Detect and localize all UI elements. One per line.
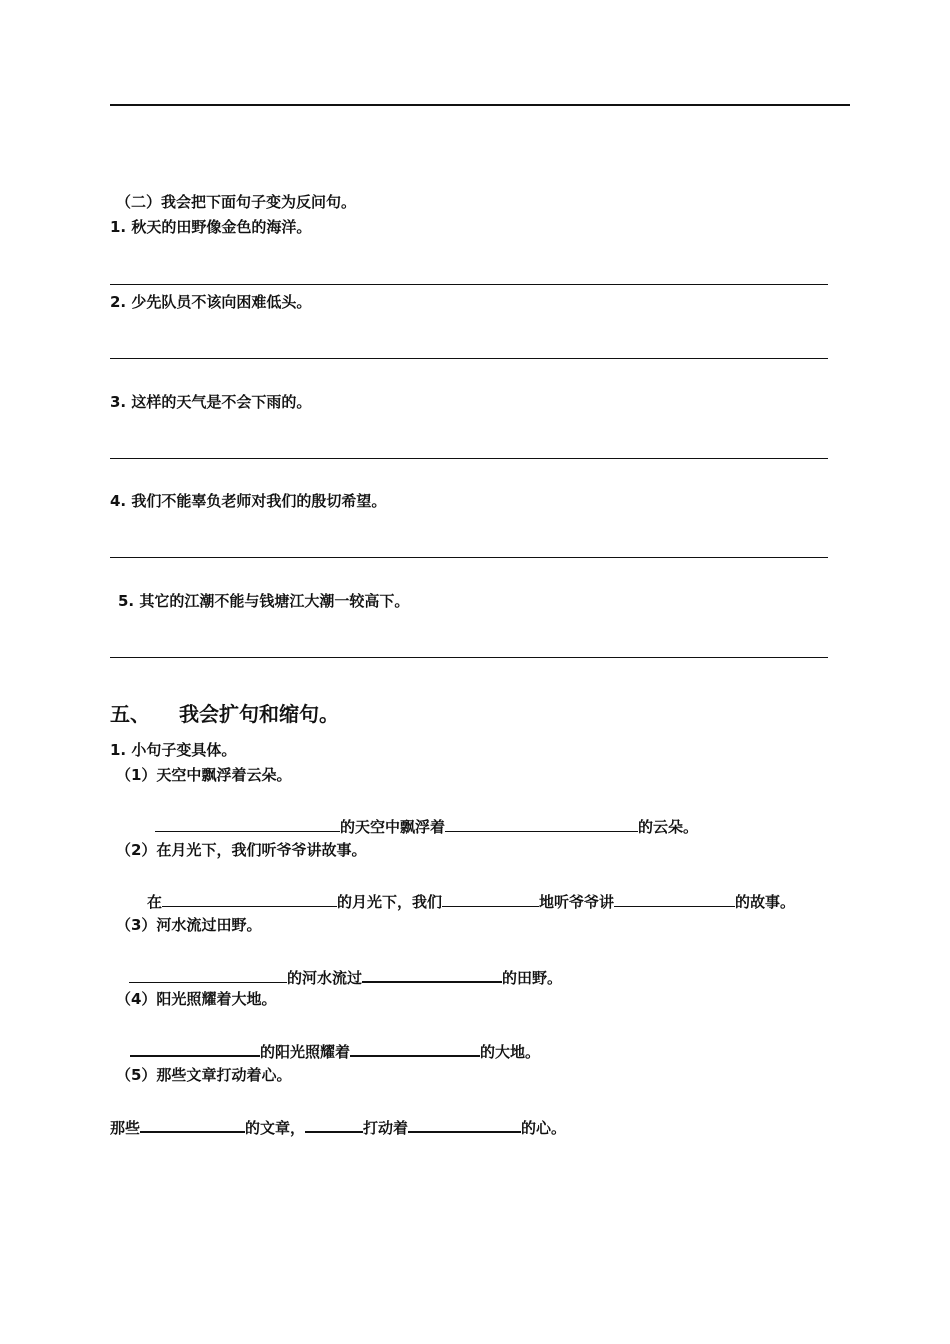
fill-blank[interactable] <box>155 815 340 832</box>
top-rule <box>110 104 850 106</box>
answer-line-2[interactable] <box>110 358 828 359</box>
fill-blank[interactable] <box>129 966 287 983</box>
fill-text: 在 <box>147 893 163 911</box>
fill-text: 的河水流过 <box>287 969 363 987</box>
section-five-title: 我会扩句和缩句。 <box>179 702 339 726</box>
fill-blank[interactable] <box>442 890 539 907</box>
fill-blank[interactable] <box>408 1115 521 1133</box>
expand-prompt-5: （5）那些文章打动着心。 <box>116 1066 292 1084</box>
fill-text: 的云朵。 <box>638 818 699 836</box>
section-b-title: （二）我会把下面句子变为反问句。 <box>116 193 357 211</box>
expand-prompt-2: （2）在月光下，我们听爷爷讲故事。 <box>116 841 367 859</box>
fill-text: 打动着 <box>363 1119 409 1137</box>
question-5: 5. 其它的江潮不能与钱塘江大潮一较高下。 <box>118 592 410 610</box>
fill-text: 的故事。 <box>735 893 796 911</box>
fill-blank[interactable] <box>445 815 638 832</box>
fill-text: 的田野。 <box>502 969 563 987</box>
expand-prompt-4: （4）阳光照耀着大地。 <box>116 990 277 1008</box>
fill-blank[interactable] <box>614 890 735 907</box>
fill-blank[interactable] <box>130 1039 260 1057</box>
section-five-subtitle: 1. 小句子变具体。 <box>110 741 237 759</box>
question-3: 3. 这样的天气是不会下雨的。 <box>110 393 312 411</box>
expand-prompt-3: （3）河水流过田野。 <box>116 916 262 934</box>
expand-answer-3 <box>129 965 562 988</box>
fill-blank[interactable] <box>350 1039 480 1057</box>
expand-answer-2 <box>147 890 795 912</box>
question-2: 2. 少先队员不该向困难低头。 <box>110 293 312 311</box>
fill-text: 的大地。 <box>480 1043 541 1061</box>
fill-text: 的文章， <box>245 1119 306 1137</box>
expand-answer-1 <box>155 815 698 837</box>
answer-line-1[interactable] <box>110 284 828 285</box>
section-five-number: 五、 <box>110 702 150 726</box>
fill-text: 地听爷爷讲 <box>539 893 615 911</box>
expand-prompt-1: （1）天空中飘浮着云朵。 <box>116 766 292 784</box>
answer-line-4[interactable] <box>110 557 828 558</box>
question-1: 1. 秋天的田野像金色的海洋。 <box>110 218 312 236</box>
answer-line-3[interactable] <box>110 458 828 459</box>
expand-answer-4 <box>130 1039 540 1062</box>
fill-blank[interactable] <box>362 965 502 983</box>
fill-text: 的阳光照耀着 <box>260 1043 351 1061</box>
fill-text: 的天空中飘浮着 <box>340 818 446 836</box>
fill-blank[interactable] <box>140 1115 245 1133</box>
fill-blank[interactable] <box>305 1115 363 1133</box>
fill-text: 那些 <box>110 1119 141 1137</box>
fill-text: 的心。 <box>521 1119 567 1137</box>
expand-answer-5 <box>110 1115 566 1138</box>
answer-line-5[interactable] <box>110 657 828 658</box>
fill-text: 的月光下，我们 <box>337 893 443 911</box>
fill-blank[interactable] <box>162 890 337 907</box>
question-4: 4. 我们不能辜负老师对我们的殷切希望。 <box>110 492 387 510</box>
